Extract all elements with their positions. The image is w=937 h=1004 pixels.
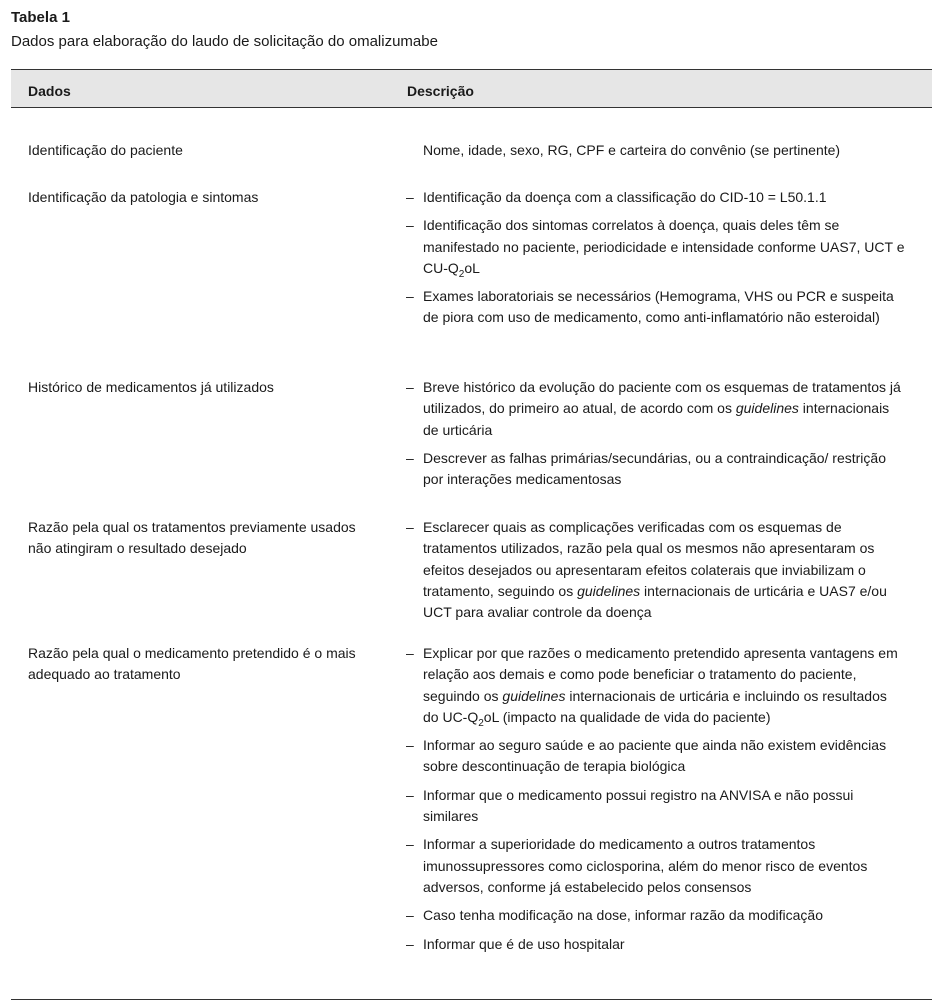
dash-bullet: – xyxy=(406,645,414,661)
dash-bullet: – xyxy=(406,288,414,305)
dash-bullet: – xyxy=(406,379,414,395)
description-item xyxy=(406,448,906,491)
description-item xyxy=(406,187,906,208)
dash-bullet: – xyxy=(406,189,414,205)
row-description xyxy=(406,140,906,168)
description-text: Identificação da doença com a classificação do CID-10 = L50.1.1 xyxy=(423,189,827,205)
dash-bullet: – xyxy=(406,737,414,754)
description-item xyxy=(406,215,906,279)
dash-bullet: – xyxy=(406,217,414,234)
description-text: Informar que é de uso hospitalar xyxy=(423,935,625,952)
row-description xyxy=(406,187,906,336)
table-subtitle: Dados para elaboração do laudo de solicitação do omalizumabe xyxy=(11,33,438,50)
description-item xyxy=(406,735,906,778)
row-description xyxy=(406,377,906,497)
column-header-dados: Dados xyxy=(28,83,71,99)
description-text: Informar que o medicamento possui registro na ANVISA e não possui similares xyxy=(423,786,854,825)
row-label: Razão pela qual os tratamentos previamente usados não atingiram o resultado desejado xyxy=(28,519,356,556)
description-item xyxy=(406,785,906,828)
dash-bullet: – xyxy=(406,907,414,924)
description-text: Caso tenha modificação na dose, informar razão da modificação xyxy=(423,907,823,924)
dash-bullet: – xyxy=(406,449,414,466)
table-bottom-rule xyxy=(11,999,932,1000)
row-label: Identificação do paciente xyxy=(28,142,183,158)
description-text: Breve histórico da evolução do paciente com os esquemas de tratamentos já utilizados, do primeiro ao atual, de acordo com os guidelines internacionais de urticária xyxy=(423,379,901,438)
column-header-descricao: Descrição xyxy=(407,83,474,99)
description-item xyxy=(406,834,906,898)
description-item xyxy=(406,934,906,955)
dash-bullet: – xyxy=(406,836,414,853)
description-text: Exames laboratoriais se necessários (Hemograma, VHS ou PCR e suspeita de piora com uso de medicamento, como anti-inflamatório não esteroidal) xyxy=(423,288,894,326)
table-header-rule xyxy=(11,107,932,108)
description-item xyxy=(406,905,906,926)
description-item xyxy=(406,517,906,623)
row-label: Histórico de medicamentos já utilizados xyxy=(28,379,274,395)
description-text: Esclarecer quais as complicações verificadas com os esquemas de tratamentos utilizados, razão pela qual os mesmos não apresentaram os efeitos desejados ou apresentaram efeitos colaterais que inviabilizam o tratamento, seguindo os guidelines internacionais de urticária e UAS7 e/ou UCT para avaliar controle da doença xyxy=(423,519,887,621)
row-label: Identificação da patologia e sintomas xyxy=(28,189,259,205)
dash-bullet: – xyxy=(406,519,414,535)
dash-bullet: – xyxy=(406,786,414,803)
description-text: Descrever as falhas primárias/secundárias, ou a contraindicação/ restrição por interações medicamentosas xyxy=(423,449,886,488)
description-text: Explicar por que razões o medicamento pretendido apresenta vantagens em relação aos demais e como pode beneficiar o tratamento do paciente, seguindo os guidelines internacionais de urticária e incluindo os resultados do $UC-Q_2oL$ (impacto na qualidade de vida do paciente) xyxy=(423,645,898,729)
description-text: Identificação dos sintomas correlatos à doença, quais deles têm se manifestado no paciente, periodicidade e intensidade conforme UAS7, UCT e $CU-Q_2oL$ xyxy=(423,217,905,280)
row-label: Razão pela qual o medicamento pretendido é o mais adequado ao tratamento xyxy=(28,645,356,682)
table-title: Tabela 1 xyxy=(11,9,70,26)
description-text: Nome, idade, sexo, RG, CPF e carteira do convênio (se pertinente) xyxy=(423,142,841,158)
description-item xyxy=(406,140,906,161)
description-item xyxy=(406,286,906,329)
dash-bullet: – xyxy=(406,935,414,952)
description-item xyxy=(406,377,906,441)
row-description xyxy=(406,643,906,962)
row-description xyxy=(406,517,906,630)
description-text: Informar a superioridade do medicamento a outros tratamentos imunossupressores como ciclosporina, além do menor risco de eventos adversos, conforme já estabelecido pelos consensos xyxy=(423,836,868,895)
description-text: Informar ao seguro saúde e ao paciente que ainda não existem evidências sobre descontinuação de terapia biológica xyxy=(423,737,887,775)
description-item xyxy=(406,643,906,728)
